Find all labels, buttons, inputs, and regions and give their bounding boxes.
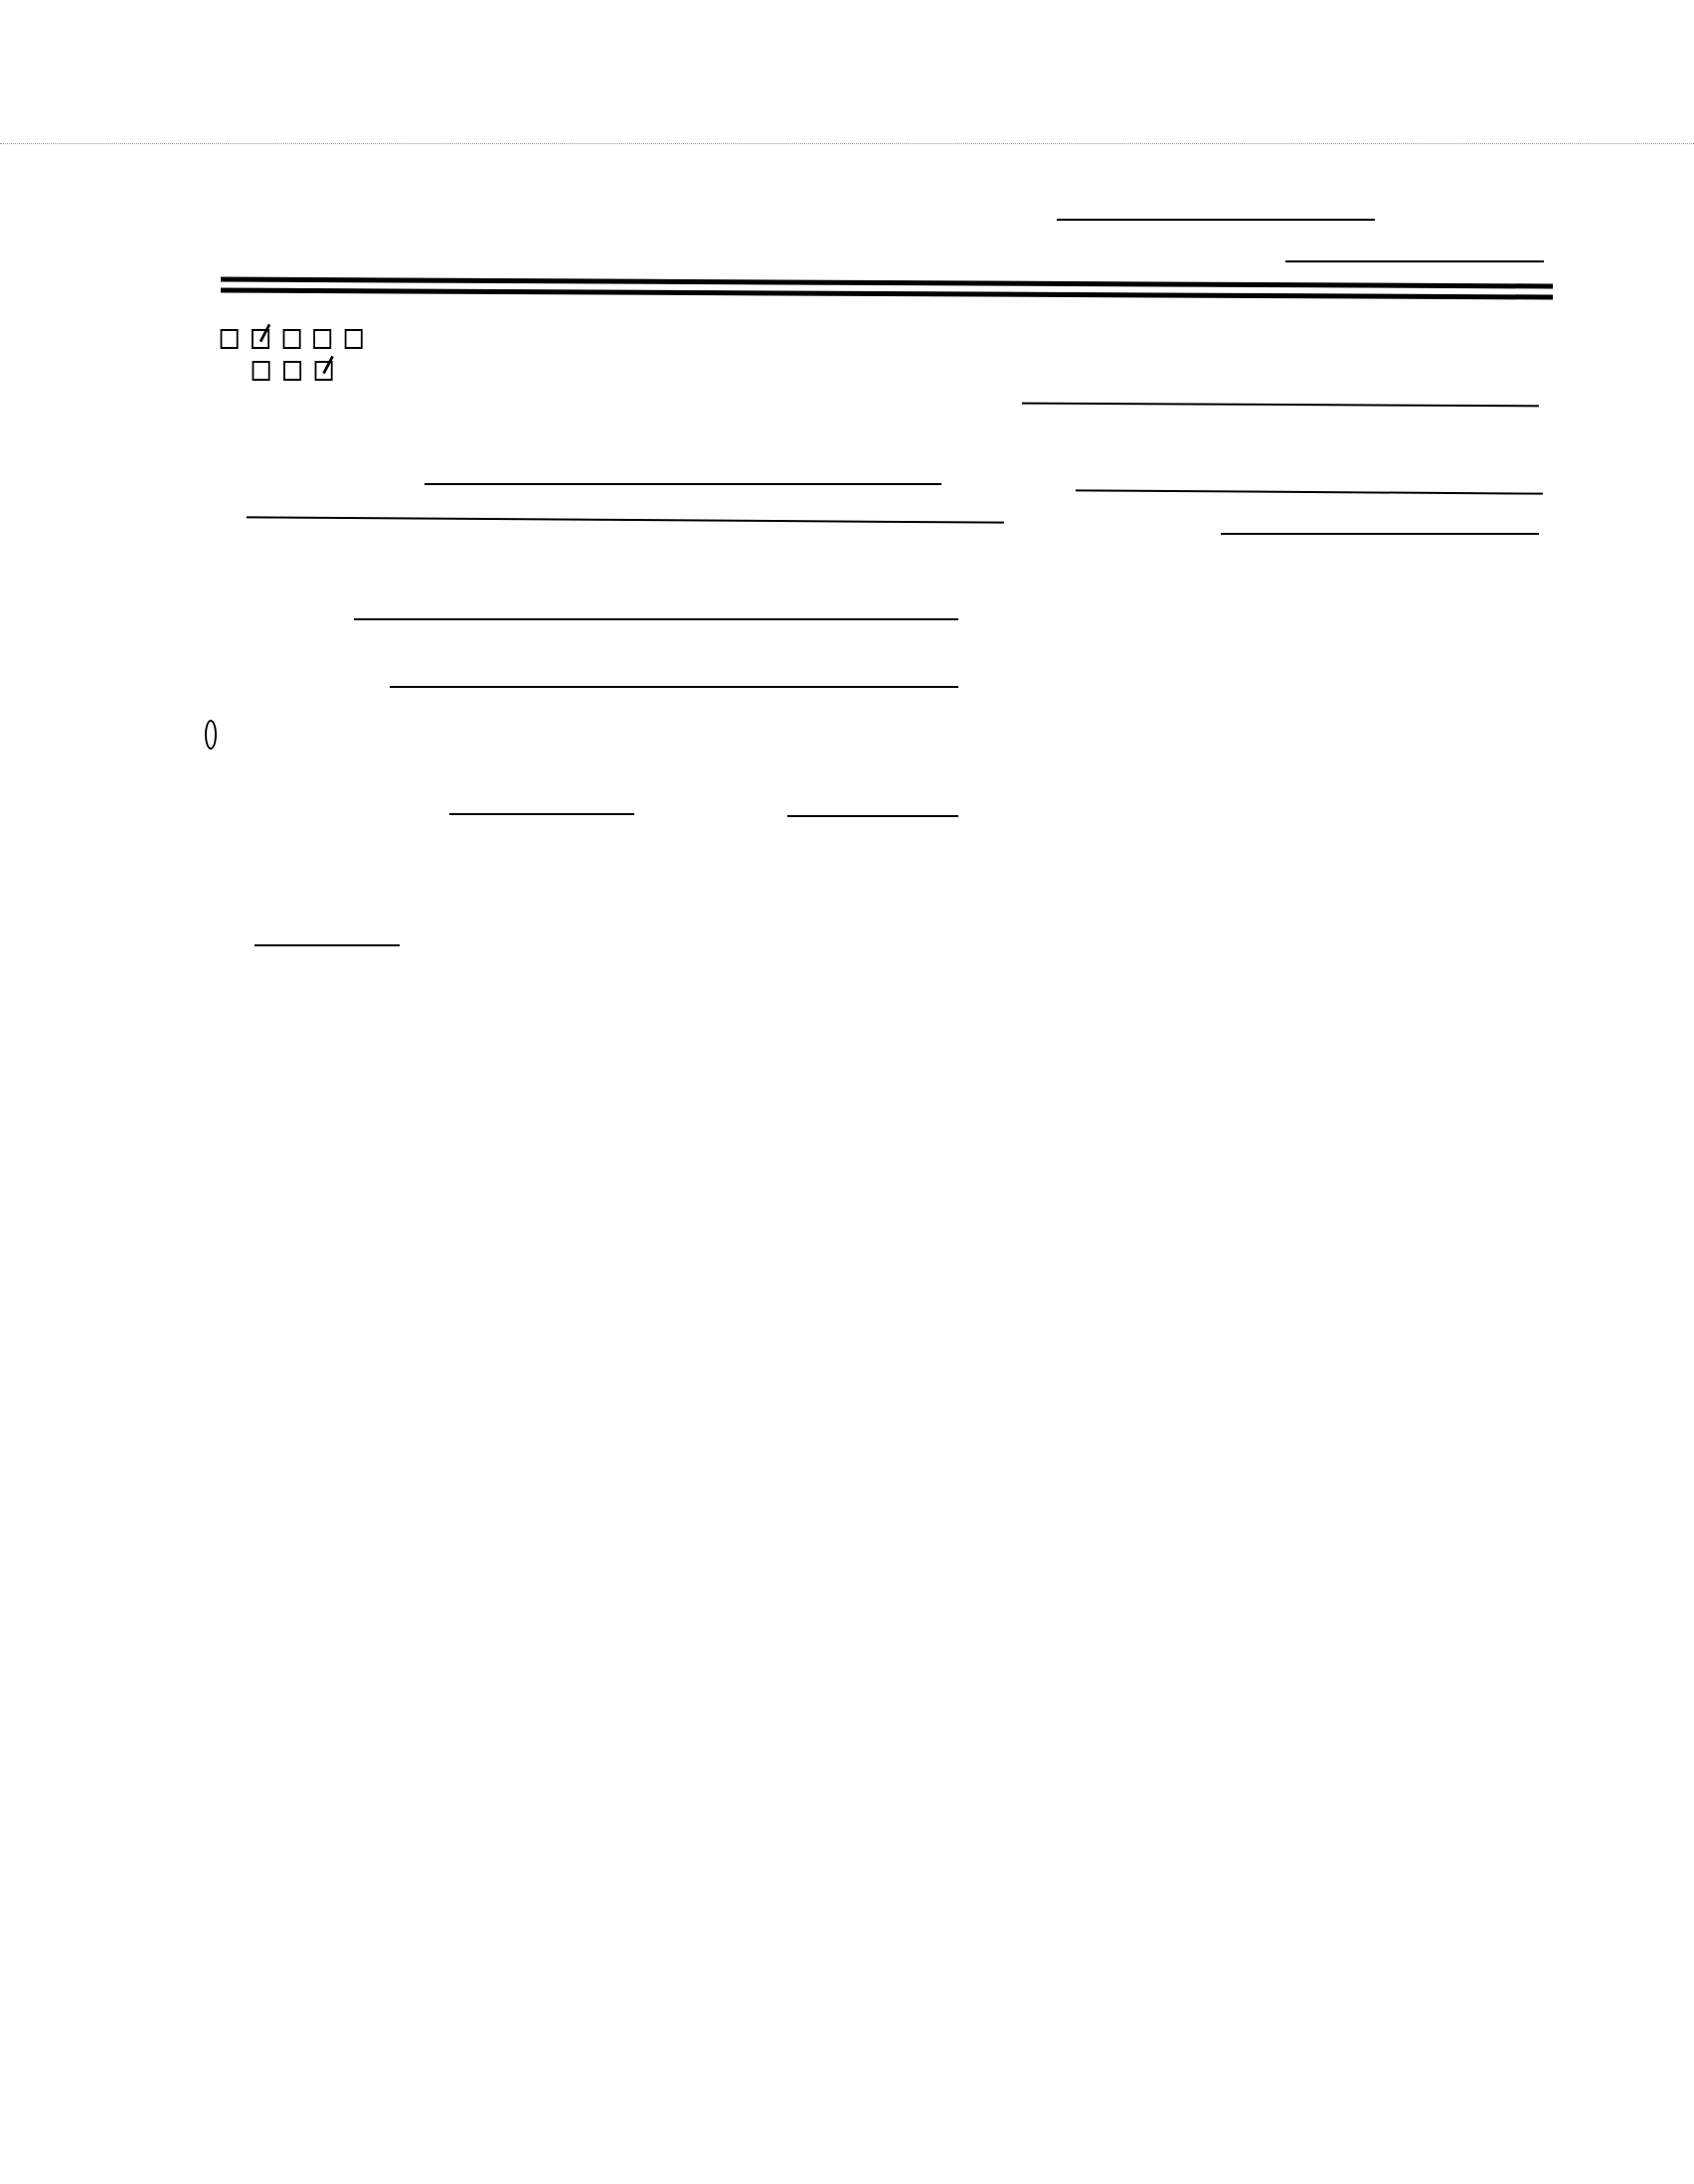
checkbox-other[interactable] <box>314 361 332 381</box>
road-field[interactable] <box>247 482 1004 523</box>
option-agricultural[interactable] <box>310 324 335 354</box>
total-depth-field[interactable] <box>449 779 634 815</box>
checkbox-residential[interactable] <box>221 329 239 349</box>
county-field[interactable] <box>1076 455 1543 494</box>
option-recovery[interactable] <box>249 356 273 386</box>
checkbox-industrial[interactable] <box>282 329 300 349</box>
option-residential[interactable] <box>217 324 242 354</box>
title-rule-2 <box>221 287 1553 299</box>
section-well-use-row2 <box>249 356 336 387</box>
option-other[interactable] <box>311 356 336 386</box>
checkbox-heat-pump[interactable] <box>283 361 301 381</box>
topo-flat[interactable] <box>205 720 217 750</box>
feet-a[interactable] <box>254 944 400 946</box>
header-dotted-rule <box>0 143 1694 144</box>
title-rule-1 <box>221 276 1553 288</box>
topography-row <box>205 718 217 749</box>
address-field[interactable] <box>390 652 958 688</box>
checkbox-recovery[interactable] <box>253 361 270 381</box>
quadrangle-field[interactable] <box>1221 499 1539 535</box>
fax-header <box>147 66 1288 91</box>
fax-page <box>1374 66 1385 91</box>
option-industrial[interactable] <box>279 324 304 354</box>
option-monitoring[interactable] <box>341 324 366 354</box>
diameter-field[interactable] <box>787 781 958 817</box>
contractor-cert-field[interactable] <box>1285 227 1544 262</box>
section-well-use <box>217 324 366 355</box>
checkbox-municipal[interactable] <box>252 329 269 349</box>
other-use-field[interactable] <box>1022 369 1539 408</box>
option-municipal[interactable] <box>248 324 272 354</box>
option-heat-pump[interactable] <box>279 356 304 386</box>
contractor-field[interactable] <box>1057 185 1375 221</box>
checkbox-monitoring[interactable] <box>345 329 363 349</box>
nearest-town-field[interactable] <box>424 449 941 485</box>
owner-field[interactable] <box>354 585 958 620</box>
checkbox-agricultural[interactable] <box>313 329 331 349</box>
